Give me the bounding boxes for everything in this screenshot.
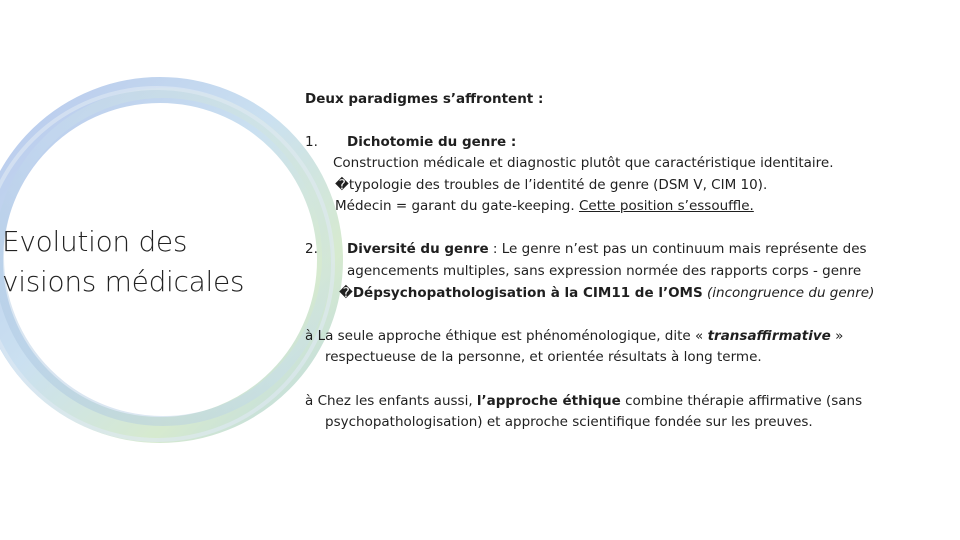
- item-2-line-1: [347, 241, 867, 257]
- item-2-heading: Diversité du genre: [347, 241, 489, 257]
- item-1-line-2: Construction médicale et diagnostic plutôt que caractéristique identitaire.: [333, 155, 834, 171]
- title-line-1: Evolution des: [2, 225, 188, 258]
- item-1-line-3: [335, 177, 767, 193]
- item-1-line-4-b: Cette position s’essouffle.: [578, 198, 754, 214]
- para-2-lead: à Chez les enfants aussi,: [305, 393, 477, 409]
- item-2-line-2: agencements multiples, sans expression normée des rapports corps - genre: [347, 263, 862, 279]
- para-2-line-2: psychopathologisation) et approche scientifique fondée sur les preuves.: [325, 414, 813, 430]
- slide-title: [2, 222, 272, 302]
- item-1-bullet: �: [335, 177, 349, 193]
- item-2-bullet: �: [339, 285, 353, 301]
- item-2-number: 2.: [305, 241, 318, 257]
- para-1-lead: à La seule approche éthique est phénoménologique, dite «: [305, 328, 708, 344]
- item-1-line-3-text: typologie des troubles de l’identité de genre (DSM V, CIM 10).: [348, 177, 768, 193]
- intro-text: Deux paradigmes s’affrontent :: [305, 91, 544, 107]
- item-1-line-4: [335, 198, 754, 214]
- para-2-line-1: [305, 393, 862, 409]
- para-1-line-2: respectueuse de la personne, et orientée résultats à long terme.: [325, 349, 762, 365]
- para-1-ital: transaffirmative: [707, 328, 831, 344]
- para-1-close: »: [830, 328, 844, 344]
- item-2-line-3: [339, 285, 874, 301]
- para-2-bold: l’approche éthique: [476, 393, 621, 409]
- item-1-line-4-a: Médecin = garant du gate-keeping.: [335, 198, 579, 214]
- para-1-line-1: [305, 328, 843, 344]
- item-2-line-1-rest: : Le genre n’est pas un continuum mais représente des: [488, 241, 867, 257]
- item-1-number: 1.: [305, 134, 318, 150]
- title-line-2: visions médicales: [2, 265, 245, 298]
- item-2-line-3-ital: (incongruence du genre): [702, 285, 875, 301]
- item-2-line-3-bold: Dépsychopathologisation à la CIM11 de l’OMS: [352, 285, 703, 301]
- item-1-heading: Dichotomie du genre :: [347, 134, 517, 150]
- para-2-rest: combine thérapie affirmative (sans: [620, 393, 863, 409]
